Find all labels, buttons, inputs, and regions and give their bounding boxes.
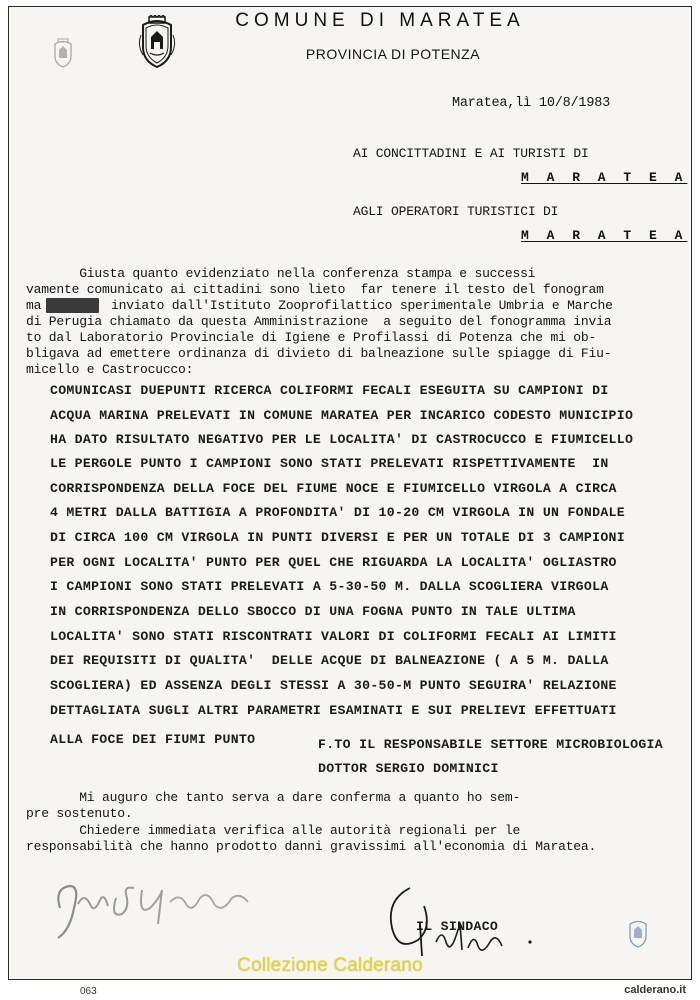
telegram-line: DETTAGLIATA SUGLI ALTRI PARAMETRI ESAMINATI E SUI PRELIEVI EFFETTUATI xyxy=(50,703,617,718)
recipient-place-2: M A R A T E A xyxy=(521,228,688,243)
struck-word xyxy=(46,298,99,313)
closing-line: responsabilità che hanno prodotto danni gravissimi all'economia di Maratea. xyxy=(26,839,597,854)
closing-line: Chiedere immediata verifica alle autorità regionali per le xyxy=(26,823,521,838)
intro-line: vamente comunicato ai cittadini sono lieto far tenere il testo del fonogram xyxy=(26,282,604,297)
handwritten-signature-mayor xyxy=(380,880,550,960)
telegram-line: I CAMPIONI SONO STATI PRELEVATI A 5-30-50 M. DALLA SCOGLIERA VIRGOLA xyxy=(50,579,609,594)
mayor-label: IL SINDACO xyxy=(416,919,499,934)
telegram-line: IN CORRISPONDENZA DELLO SBOCCO DI UNA FOGNA PUNTO IN TALE ULTIMA xyxy=(50,604,576,619)
telegram-line: HA DATO RISULTATO NEGATIVO PER LE LOCALITA' DI CASTROCUCCO E FIUMICELLO xyxy=(50,432,634,447)
telegram-signatory-title: F.TO IL RESPONSABILE SETTORE MICROBIOLOGIA xyxy=(318,737,663,752)
site-name: calderano.it xyxy=(624,984,686,996)
recipient-line-2: AGLI OPERATORI TURISTICI DI xyxy=(353,204,559,219)
corner-emblem-icon xyxy=(627,918,649,948)
telegram-line: ALLA FOCE DEI FIUMI PUNTO xyxy=(50,732,256,747)
recipient-line-1: AI CONCITTADINI E AI TURISTI DI xyxy=(353,146,589,161)
province-name: PROVINCIA DI POTENZA xyxy=(305,46,481,62)
telegram-line: DEI REQUISITI DI QUALITA' DELLE ACQUE DI BALNEAZIONE ( A 5 M. DALLA xyxy=(50,653,609,668)
page-number: 063 xyxy=(80,986,97,997)
recipient-place-1: M A R A T E A xyxy=(521,170,688,185)
intro-line: ma xyxy=(26,298,42,313)
collection-watermark: Collezione Calderano xyxy=(237,955,423,976)
telegram-line: SCOGLIERA) ED ASSENZA DEGLI STESSI A 30-50-M PUNTO SEGUIRA' RELAZIONE xyxy=(50,678,617,693)
telegram-line: LOCALITA' SONO STATI RISCONTRATI VALORI DI COLIFORMI FECALI AI LIMITI xyxy=(50,629,617,644)
telegram-line: DI CIRCA 100 CM VIRGOLA IN PUNTI DIVERSI E PER UN TOTALE DI 3 CAMPIONI xyxy=(50,530,625,545)
closing-line: Mi auguro che tanto serva a dare conferma a quanto ho sem- xyxy=(26,790,521,805)
telegram-line: LE PERGOLE PUNTO I CAMPIONI SONO STATI PRELEVATI RISPETTIVAMENTE IN xyxy=(50,456,609,471)
closing-line: pre sostenuto. xyxy=(26,806,133,821)
telegram-line: ACQUA MARINA PRELEVATI IN COMUNE MARATEA PER INCARICO CODESTO MUNICIPIO xyxy=(50,408,634,423)
intro-line: di Perugia chiamato da questa Amministrazione a seguito del fonogramma invia xyxy=(26,314,612,329)
handwritten-signature-left xyxy=(50,868,260,948)
telegram-line: CORRISPONDENZA DELLA FOCE DEL FIUME NOCE E FIUMICELLO VIRGOLA A CIRCA xyxy=(50,481,617,496)
intro-line: micello e Castrocucco: xyxy=(26,362,194,377)
telegram-signatory-name: DOTTOR SERGIO DOMINICI xyxy=(318,761,499,776)
telegram-line: PER OGNI LOCALITA' PUNTO PER QUEL CHE RIGUARDA LA LOCALITA' OGLIASTRO xyxy=(50,555,617,570)
municipality-name: COMUNE DI MARATEA xyxy=(235,10,525,31)
intro-line: bligava ad emettere ordinanza di divieto di balneazione sulle spiagge di Fiu- xyxy=(26,346,612,361)
intro-line: Giusta quanto evidenziato nella conferenza stampa e successi xyxy=(26,266,536,281)
letter-date: Maratea,lì 10/8/1983 xyxy=(452,96,611,111)
telegram-line: 4 METRI DALLA BATTIGIA A PROFONDITA' DI 10-20 CM VIRGOLA IN UN FONDALE xyxy=(50,505,625,520)
telegram-line: COMUNICASI DUEPUNTI RICERCA COLIFORMI FECALI ESEGUITA SU CAMPIONI DI xyxy=(50,383,609,398)
intro-line: to dal Laboratorio Provinciale di Igiene e Profilassi di Potenza che mi ob- xyxy=(26,330,597,345)
intro-line: inviato dall'Istituto Zooprofilattico sperimentale Umbria e Marche xyxy=(111,298,613,313)
